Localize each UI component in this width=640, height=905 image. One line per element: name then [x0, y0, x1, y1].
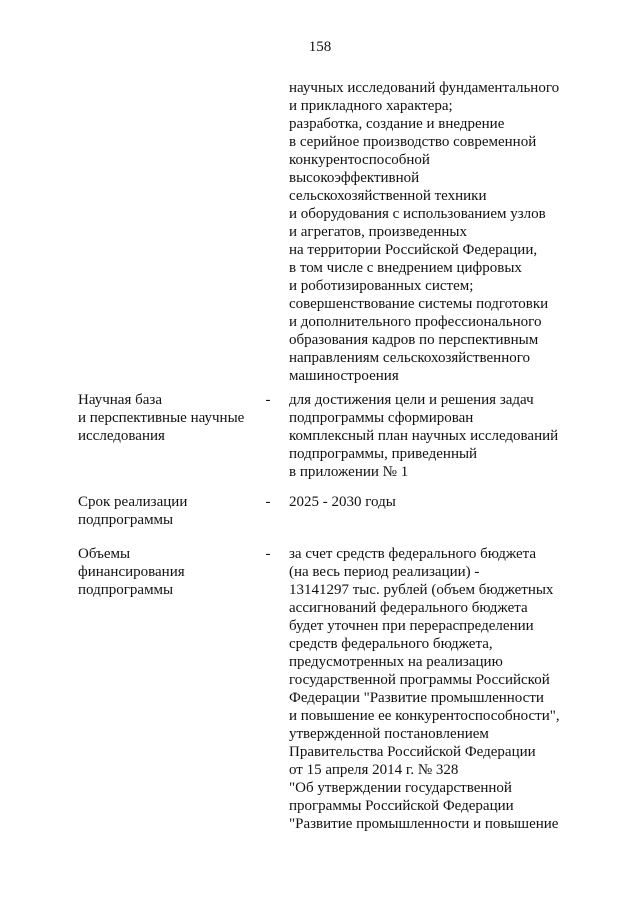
text-line: машиностроения [289, 368, 399, 384]
label-line: подпрограммы [78, 582, 174, 598]
text-line: в серийное производство современной [289, 134, 537, 150]
text-line: в том числе с внедрением цифровых [289, 260, 522, 276]
row-label-implementation-period [78, 493, 258, 529]
text-line: и дополнительного профессионального [289, 314, 542, 330]
value-line: подпрограммы, приведенный [289, 446, 478, 462]
value-line: утвержденной постановлением [289, 726, 489, 742]
value-line: ассигнований федерального бюджета [289, 600, 528, 616]
text-line: и агрегатов, произведенных [289, 224, 467, 240]
row-dash: - [265, 392, 271, 408]
value-line: подпрограммы сформирован [289, 410, 474, 426]
value-line: в приложении № 1 [289, 464, 409, 480]
value-line: "Развитие промышленности и повышение [289, 816, 559, 832]
value-line: комплексный план научных исследований [289, 428, 559, 444]
text-line: и оборудования с использованием узлов [289, 206, 546, 222]
row-label-funding-volume [78, 545, 258, 599]
value-line: (на весь период реализации) - [289, 564, 480, 580]
text-line: и роботизированных систем; [289, 278, 474, 294]
value-line: программы Российской Федерации [289, 798, 514, 814]
text-line: совершенствование системы подготовки [289, 296, 549, 312]
row-value-funding-volume [289, 545, 589, 833]
label-line: подпрограммы [78, 512, 174, 528]
value-line: средств федерального бюджета, [289, 636, 493, 652]
value-line: Федерации "Развитие промышленности [289, 690, 544, 706]
value-line: Правительства Российской Федерации [289, 744, 536, 760]
text-line: и прикладного характера; [289, 98, 453, 114]
label-line: и перспективные научные [78, 410, 245, 426]
text-line: разработка, создание и внедрение [289, 116, 505, 132]
page-number: 158 [308, 39, 332, 55]
continuation-text [289, 79, 589, 385]
row-label-scientific-base [78, 391, 258, 445]
value-line: за счет средств федерального бюджета [289, 546, 537, 562]
label-line: финансирования [78, 564, 185, 580]
label-line: исследования [78, 428, 165, 444]
label-line: Объемы [78, 546, 131, 562]
label-line: Срок реализации [78, 494, 188, 510]
text-line: высокоэффективной [289, 170, 420, 186]
text-line: направлениям сельскохозяйственного [289, 350, 531, 366]
value-line: "Об утверждении государственной [289, 780, 512, 796]
value-line: государственной программы Российской [289, 672, 550, 688]
value-line: предусмотренных на реализацию [289, 654, 503, 670]
row-dash: - [265, 494, 271, 510]
value-line: 2025 - 2030 годы [289, 494, 396, 510]
text-line: научных исследований фундаментального [289, 80, 560, 96]
text-line: образования кадров по перспективным [289, 332, 539, 348]
value-line: от 15 апреля 2014 г. № 328 [289, 762, 459, 778]
value-line: и повышение ее конкурентоспособности", [289, 708, 560, 724]
text-line: сельскохозяйственной техники [289, 188, 487, 204]
label-line: Научная база [78, 392, 162, 408]
row-value-scientific-base [289, 391, 589, 481]
text-line: на территории Российской Федерации, [289, 242, 538, 258]
value-line: 13141297 тыс. рублей (объем бюджетных [289, 582, 554, 598]
value-line: для достижения цели и решения задач [289, 392, 534, 408]
text-line: конкурентоспособной [289, 152, 430, 168]
row-value-implementation-period [289, 493, 589, 511]
value-line: будет уточнен при перераспределении [289, 618, 534, 634]
row-dash: - [265, 546, 271, 562]
